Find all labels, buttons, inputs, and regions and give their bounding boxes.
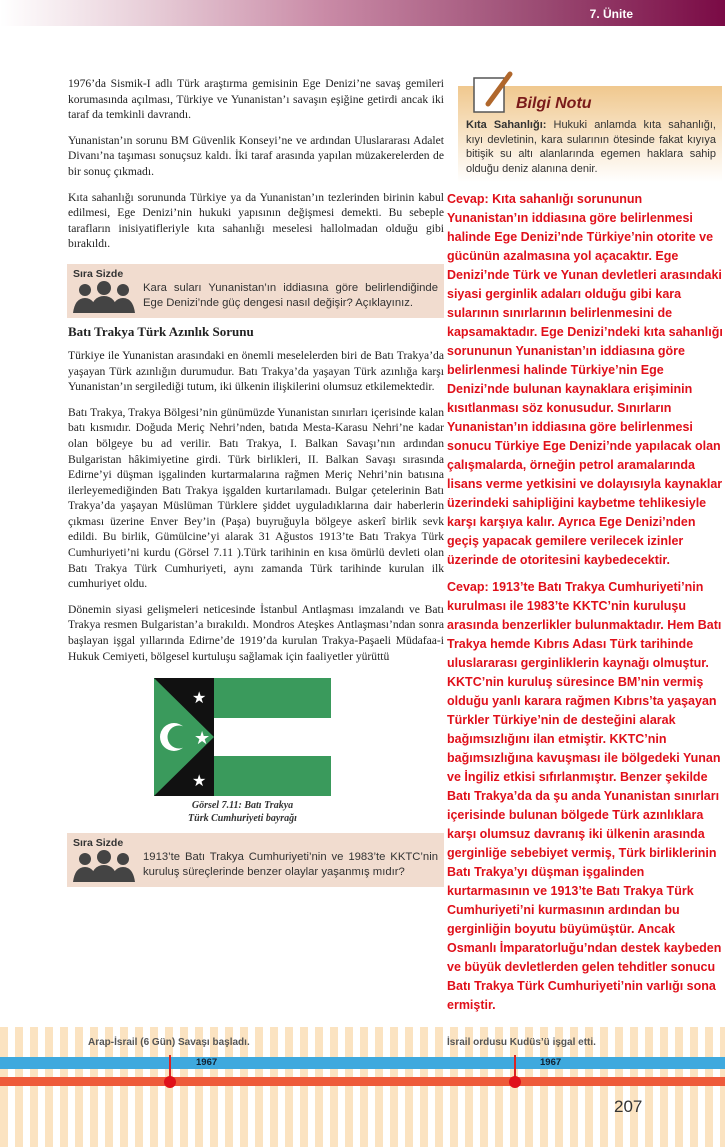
unit-header-band: [0, 0, 725, 26]
left-column: [68, 76, 444, 893]
section-heading: Batı Trakya Türk Azınlık Sorunu: [68, 323, 254, 339]
sira-sizde-title: Sıra Sizde: [73, 837, 124, 850]
answer-2: Cevap: 1913’te Batı Trakya Cumhuriyeti’nin kurulması ile 1983’te KKTC’nin kuruluşu arasında benzerlikler bulunmaktadır. Hem Batı Trakya hemde Kıbrıs Adası Türk tarihinde uluslararası gerginliklerin kaynağı olmuştur. KKTC’nin kuruluş süresince BM’nin vermiş olduğu yanlı karara rağmen Kıbrıs’ta yaşayan Türkler Türkiye’nin de desteğini alarak bağımsızlığını ilan etmiştir. KKTC’nin bağımsızlığına kavuşması ile bölgedeki Yunan ve İngiliz etkisi sıfırlanmıştır. Benzer şekilde Batı Trakya’da da şu anda Yunanistan sınırları içerisinde bulunan bölgede Türk azınlıklara karşı olumsuz davranış iki ülkenin arasında gerginliğe sebebiyet vermiş, Türk birliklerinin Batı Trakya’yı düşman işgalinden kurtarmasının ve 1913’te Batı Trakya Türk Cumhuriyeti’ni kurmasının ardından bu gerginliğin boyutu büyümüştür. Ancak Osmanlı İmparatorluğu’ndan destek kaybeden ve büyük devletlerden gelen tehditler sonucu Batı Trakya Türk Cumhuriyeti’nin varlığı sona ermiştir.: [447, 580, 722, 1012]
timeline-year-1: 1967: [196, 1057, 218, 1068]
bilgi-notu-box: [458, 86, 722, 182]
timeline: [0, 1027, 725, 1147]
bilgi-notu-title: Bilgi Notu: [516, 95, 592, 112]
svg-text:★: ★: [192, 771, 207, 791]
people-icon: [73, 850, 135, 882]
bati-trakya-flag: [154, 678, 331, 796]
caption-line-2: Türk Cumhuriyeti bayrağı: [188, 813, 297, 825]
paragraph-2: Yunanistan’ın sorunu BM Güvenlik Konseyi’ne ve ardından Uluslararası Adalet Divanı’na taşıması sonuçsuz kaldı. İki taraf arasında yapılan müzakerelerden de bir sonuç çıkmadı.: [68, 133, 444, 178]
term: Kıta Sahanlığı:: [466, 119, 547, 131]
timeline-event-1: Arap-İsrail (6 Gün) Savaşı başladı.: [88, 1037, 250, 1048]
unit-label: 7. Ünite: [589, 7, 633, 21]
people-icon: [73, 281, 135, 313]
paragraph-3: Kıta sahanlığı sorununda Türkiye ya da Yunanistan’ın tezlerinden birinin kabul edilmesi, Ege Denizi’nin hukuki yapısının değişmesi demekti. Bu sebeple tarafların inisiyatifleriyle kıta sahanlığı meselesi hallolmadan olduğu gibi bırakıldı.: [68, 190, 444, 251]
sira-sizde-box-2: [67, 833, 444, 887]
right-column: [447, 76, 725, 1023]
flag-caption: [145, 799, 340, 825]
sira-sizde-box-1: [67, 264, 444, 318]
notepad-pen-icon: [472, 70, 516, 116]
timeline-event-2: İsrail ordusu Kudüs’ü işgal etti.: [447, 1037, 596, 1048]
sira-sizde-title: Sıra Sizde: [73, 267, 124, 280]
svg-text:★: ★: [194, 728, 211, 750]
definition: Hukuki anlamda kıta sahanlığı, kıyı devletinin, kara sularının ötesinde fakat kıyıya bitişik su altı alanlarında egemen haklara sahip olduğu deniz alanına denir.: [466, 119, 716, 175]
timeline-blue-bar: [0, 1057, 725, 1069]
sira-sizde-row: [73, 850, 438, 882]
timeline-dot-2: [509, 1076, 521, 1088]
paragraph-6: Dönemin siyasi gelişmeleri neticesinde İstanbul Antlaşması imzalandı ve Batı Trakya resmen Bulgaristan’a bırakıldı. Mondros Ateşkes Antlaşması’ndan sonra başlayan işgal yıllarında Edirne’de 1919’da kurulan Trakya-Paşaeli Müdafaa-i Hukuk Cemiyeti, bölgesel kurtuluşu sağlamak için faaliyetler yürüttü: [68, 602, 444, 663]
paragraph-5: Batı Trakya, Trakya Bölgesi’nin günümüzde Yunanistan sınırları içerisinde kalan batı kısmıdır. Doğuda Meriç Nehri’nden, batıda Mesta-Karasu Nehri’ne kadar olan bölgeye bu ad verilir. Batı Trakya, I. Balkan Savaşı’nın ardından Bulgaristan hâkimiyetine girdi. Türk birlikleri, II. Balkan Savaşı sırasında Edirne’yi düşman işgalinden kurtarmalarına rağmen Meriç Nehri’nin batısına ilerleyemediğinden Batı Trakya işgalden kurtarılamadı. Bulgar çetelerinin Batı Trakya’da yaşayan Müslüman Türklere şiddet uyguladıklarına dair haberlerin çıkması üzerine Enver Bey’in (Paşa) buyruğuyla bölgeye askerî birlik sevk edildi. Bu birlik, Gümülcine’yi alarak 31 Ağustos 1913’te Batı Trakya Türk Cumhuriyeti’ni kurdu (Görsel 7.11 ).Türk tarihinin en kısa ömürlü devleti olan Batı Trakya Türk Cumhuriyeti, aynı zamanda Türk tarihinde kurulan ilk cumhuriyet oldu.: [68, 405, 444, 591]
caption-line-1: Görsel 7.11: Batı Trakya: [191, 800, 294, 812]
svg-text:★: ★: [192, 688, 207, 708]
sira-sizde-row: [73, 281, 438, 313]
paragraph-1: 1976’da Sismik-I adlı Türk araştırma gemisinin Ege Denizi’ne savaş gemileri korumasında açılması, Türkiye ve Yunanistan’ı savaşın eşiğine getirdi ancak iki taraf da temkinli davrandı.: [68, 77, 444, 122]
sira-sizde-question: 1913’te Batı Trakya Cumhuriyeti’nin ve 1983’te KKTC’nin kuruluş süreçlerinde benzer olaylar yaşanmış mıdır?: [143, 851, 438, 879]
paragraph-4: Türkiye ile Yunanistan arasındaki en önemli meselelerden biri de Batı Trakya’da yaşayan Türk azınlığın durumudur. Batı Trakya’da yaşayan Türk azınlığa karşı Yunanistan’ın sergilediği tutum, iki ülkenin ilişkilerini olumsuz etkilemektedir.: [68, 348, 444, 394]
bilgi-notu-text: [466, 118, 716, 176]
timeline-year-2: 1967: [540, 1057, 562, 1068]
answer-1: Cevap: Kıta sahanlığı sorununun Yunanistan’ın iddiasına göre belirlenmesi halinde Ege Denizi’nde Türkiye’nin otorite ve gücünün azalmasına yol açacaktır. Ege Denizi’nde Türk ve Yunan devletleri arasındaki siyasi gerginlik adaları olduğu gibi kara sularının sınırlarının belirlenmesini de kapsamaktadır. Ege Denizi’ndeki kıta sahanlığı sorununun Yunanistan’ın iddiasına göre belirlenmesi halinde Türkiye’nin Ege Denizi’nde bulunan kaynaklara erişiminin kısıtlanması söz konusudur. Sınırların Yunanistan’ın iddiasına göre belirlenmesi sonucu Türkiye Ege Denizi’nde yapılacak olan çalışmalarda, örneğin petrol aramalarında lisans verme yetkisini ve dolayısıyla kaynaklar üzerindeki sahipliğini kaybetme tehlikesiyle karşı karşıya kalır. Ayrıca Ege Denizi’nden geçiş yapacak gemilere verilecek izinler üzerinde de otoritesini kaybedecektir.: [447, 192, 723, 567]
page-number: 207: [614, 1097, 643, 1116]
timeline-red-bar: [0, 1077, 725, 1086]
timeline-dot-1: [164, 1076, 176, 1088]
sira-sizde-question: Kara suları Yunanistan’ın iddiasına göre belirlendiğinde Ege Denizi’nde güç dengesi nasıl değişir? Açıklayınız.: [143, 281, 438, 309]
